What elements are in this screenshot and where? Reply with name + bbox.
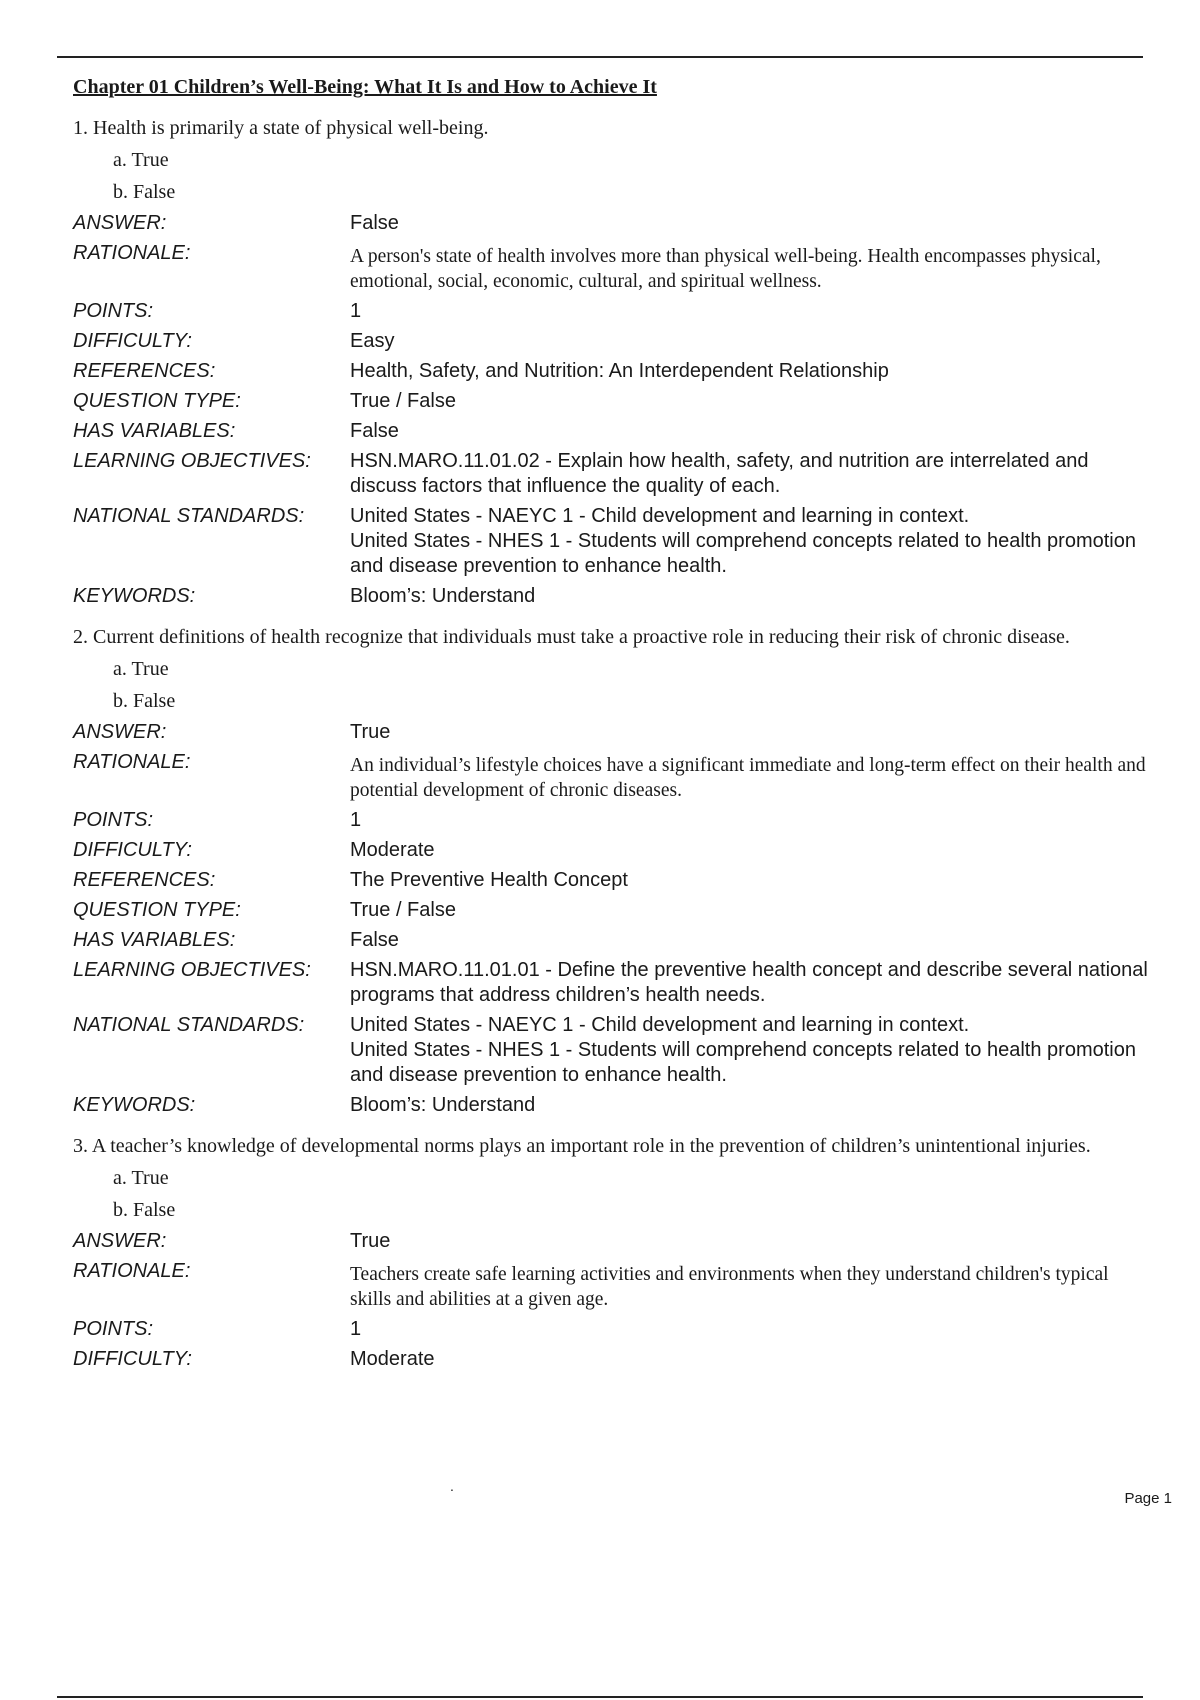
- national-standard-item: United States - NHES 1 - Students will comprehend concepts related to health promotion and disease prevention to enhance health.: [350, 1039, 1136, 1086]
- national-standards-label: NATIONAL STANDARDS:: [73, 505, 305, 527]
- question-3: [73, 1134, 1173, 1374]
- national-standards-value: [350, 1010, 1150, 1090]
- question-2: [73, 625, 1173, 1120]
- rationale-label: RATIONALE:: [73, 242, 191, 264]
- points-value: 1: [350, 1318, 362, 1340]
- points-value: 1: [350, 809, 362, 831]
- rationale-value: Teachers create safe learning activities and environments when they understand children's typical skills and abilities at a given age.: [350, 1264, 1109, 1310]
- difficulty-value: Easy: [350, 330, 395, 352]
- has-variables-row: [73, 925, 1173, 955]
- rationale-row: [73, 747, 1173, 805]
- keywords-value: Bloom’s: Understand: [350, 585, 536, 607]
- top-rule: [57, 56, 1143, 58]
- answer-label: ANSWER:: [73, 721, 167, 743]
- choice-a: a. True: [113, 149, 169, 171]
- learning-objectives-label: LEARNING OBJECTIVES:: [73, 450, 311, 472]
- page-number: Page 1: [1124, 1490, 1172, 1507]
- national-standard-item: United States - NAEYC 1 - Child development and learning in context.: [350, 1014, 970, 1036]
- rationale-value: A person's state of health involves more than physical well-being. Health encompasses physical, emotional, social, economic, cultural, and spiritual wellness.: [350, 246, 1101, 292]
- has-variables-value: False: [350, 929, 399, 951]
- footer-dot: .: [450, 1478, 454, 1494]
- learning-objectives-row: [73, 446, 1173, 501]
- choice-b: b. False: [113, 1199, 176, 1221]
- learning-objectives-value: HSN.MARO.11.01.01 - Define the preventive health concept and describe several national programs that address children’s health needs.: [350, 959, 1148, 1006]
- keywords-row: [73, 581, 1173, 611]
- answer-row: [73, 1226, 1173, 1256]
- difficulty-label: DIFFICULTY:: [73, 1348, 192, 1370]
- has-variables-label: HAS VARIABLES:: [73, 420, 236, 442]
- keywords-label: KEYWORDS:: [73, 585, 196, 607]
- rationale-label: RATIONALE:: [73, 1260, 191, 1282]
- keywords-row: [73, 1090, 1173, 1120]
- rationale-row: [73, 1256, 1173, 1314]
- references-value: The Preventive Health Concept: [350, 869, 628, 891]
- answer-value: False: [350, 212, 399, 234]
- choice-b: b. False: [113, 690, 176, 712]
- rationale-row: [73, 238, 1173, 296]
- question-type-label: QUESTION TYPE:: [73, 899, 241, 921]
- choice-a: a. True: [113, 658, 169, 680]
- difficulty-label: DIFFICULTY:: [73, 839, 192, 861]
- answer-value: True: [350, 1230, 391, 1252]
- references-row: [73, 865, 1173, 895]
- answer-row: [73, 717, 1173, 747]
- question-type-value: True / False: [350, 390, 456, 412]
- difficulty-value: Moderate: [350, 1348, 435, 1370]
- difficulty-label: DIFFICULTY:: [73, 330, 192, 352]
- answer-row: [73, 208, 1173, 238]
- national-standards-row: [73, 1010, 1173, 1090]
- difficulty-row: [73, 1344, 1173, 1374]
- keywords-label: KEYWORDS:: [73, 1094, 196, 1116]
- points-label: POINTS:: [73, 1318, 154, 1340]
- points-row: [73, 296, 1173, 326]
- learning-objectives-label: LEARNING OBJECTIVES:: [73, 959, 311, 981]
- choice-a: a. True: [113, 1167, 169, 1189]
- question-stem: 1. Health is primarily a state of physical well-being.: [73, 117, 489, 139]
- difficulty-row: [73, 326, 1173, 356]
- national-standards-row: [73, 501, 1173, 581]
- national-standard-item: United States - NHES 1 - Students will comprehend concepts related to health promotion and disease prevention to enhance health.: [350, 530, 1136, 577]
- national-standards-value: [350, 501, 1150, 581]
- question-type-row: [73, 895, 1173, 925]
- references-label: REFERENCES:: [73, 869, 216, 891]
- bottom-rule: [57, 1696, 1143, 1698]
- points-value: 1: [350, 300, 362, 322]
- points-label: POINTS:: [73, 300, 154, 322]
- references-value: Health, Safety, and Nutrition: An Interdependent Relationship: [350, 360, 889, 382]
- question-stem: 2. Current definitions of health recognize that individuals must take a proactive role in reducing their risk of chronic disease.: [73, 626, 1070, 648]
- rationale-label: RATIONALE:: [73, 751, 191, 773]
- question-stem: 3. A teacher’s knowledge of developmental norms plays an important role in the prevention of children’s unintentional injuries.: [73, 1135, 1091, 1157]
- has-variables-value: False: [350, 420, 399, 442]
- answer-label: ANSWER:: [73, 1230, 167, 1252]
- difficulty-row: [73, 835, 1173, 865]
- learning-objectives-value: HSN.MARO.11.01.02 - Explain how health, safety, and nutrition are interrelated and discuss factors that influence the quality of each.: [350, 450, 1089, 497]
- national-standards-label: NATIONAL STANDARDS:: [73, 1014, 305, 1036]
- points-label: POINTS:: [73, 809, 154, 831]
- national-standard-item: United States - NAEYC 1 - Child development and learning in context.: [350, 505, 970, 527]
- question-1: [73, 116, 1173, 611]
- references-row: [73, 356, 1173, 386]
- question-type-value: True / False: [350, 899, 456, 921]
- has-variables-row: [73, 416, 1173, 446]
- learning-objectives-row: [73, 955, 1173, 1010]
- answer-label: ANSWER:: [73, 212, 167, 234]
- keywords-value: Bloom’s: Understand: [350, 1094, 536, 1116]
- points-row: [73, 1314, 1173, 1344]
- rationale-value: An individual’s lifestyle choices have a significant immediate and long-term effect on their health and potential development of chronic diseases.: [350, 755, 1146, 801]
- choice-b: b. False: [113, 181, 176, 203]
- document-page: [73, 72, 1173, 1388]
- difficulty-value: Moderate: [350, 839, 435, 861]
- question-type-row: [73, 386, 1173, 416]
- points-row: [73, 805, 1173, 835]
- answer-value: True: [350, 721, 391, 743]
- chapter-title: Chapter 01 Children’s Well-Being: What It Is and How to Achieve It: [73, 76, 657, 98]
- references-label: REFERENCES:: [73, 360, 216, 382]
- question-type-label: QUESTION TYPE:: [73, 390, 241, 412]
- has-variables-label: HAS VARIABLES:: [73, 929, 236, 951]
